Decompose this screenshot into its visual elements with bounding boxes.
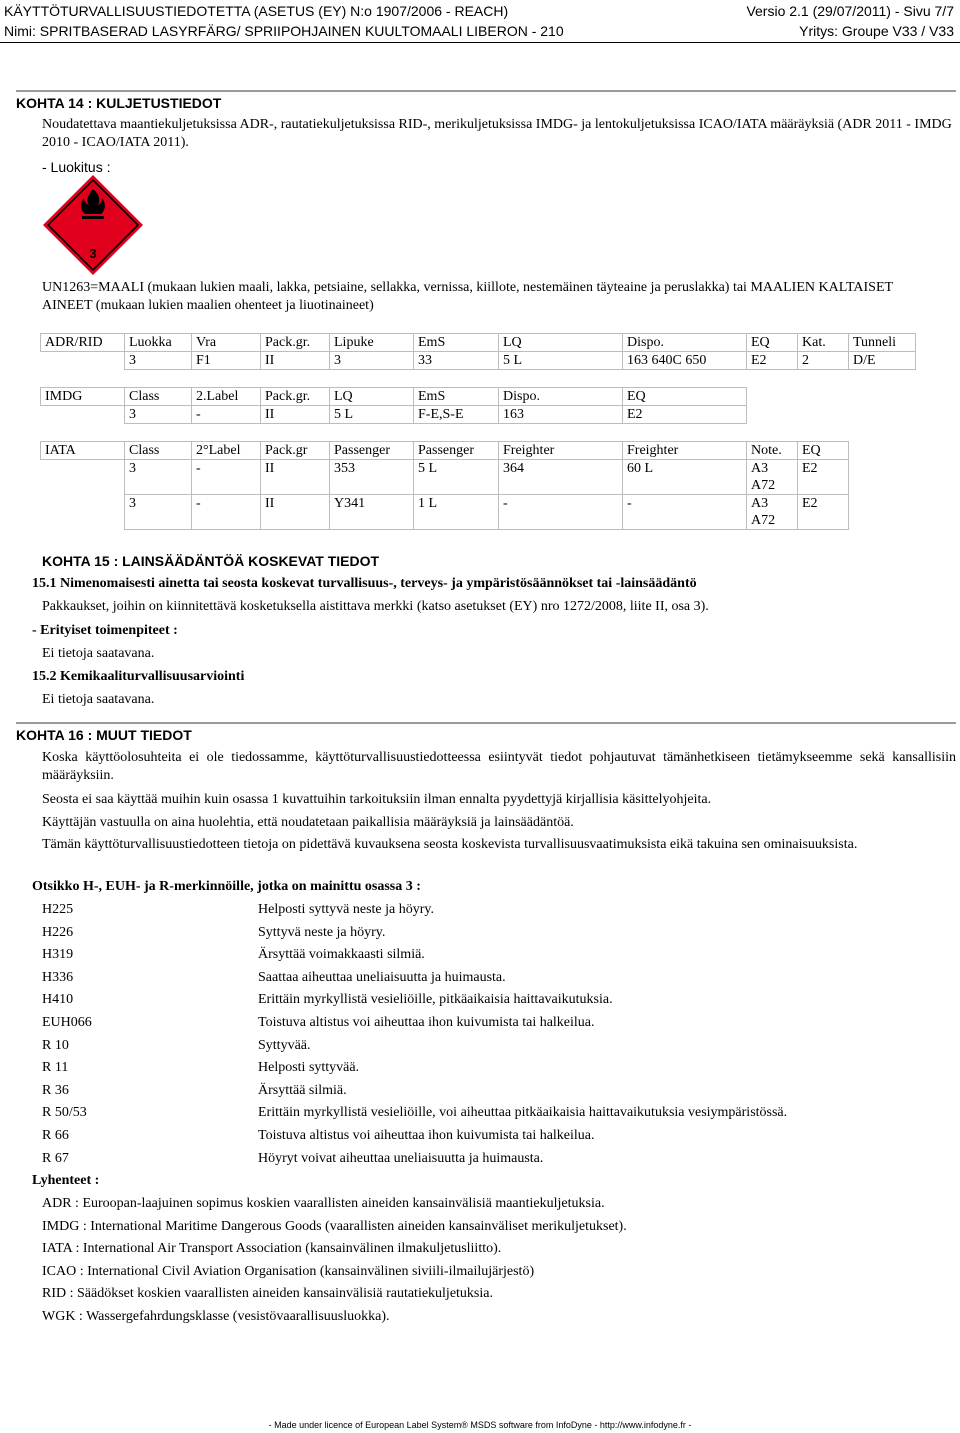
table-cell: 364 xyxy=(499,460,623,495)
table-cell: Lipuke xyxy=(330,334,414,352)
section-14-rule xyxy=(16,90,956,92)
phrase-code: R 50/53 xyxy=(42,1105,87,1121)
table-row xyxy=(41,460,849,478)
table-cell: 2.Label xyxy=(192,388,261,406)
table-cell: A3 xyxy=(747,495,798,513)
section-16-title: KOHTA 16 : MUUT TIEDOT xyxy=(16,727,192,743)
abbreviation-item: ADR : Euroopan-laajuinen sopimus koskien vaarallisten aineiden kansainvälisiä maantiekuljetuksia. xyxy=(42,1196,605,1211)
table-cell: A3 xyxy=(747,460,798,478)
abbreviation-item: ICAO : International Civil Aviation Organisation (kansainvälinen siviili-ilmailujärjestö) xyxy=(42,1263,535,1279)
table-cell: 3 xyxy=(330,352,414,370)
table-row xyxy=(41,334,916,352)
table-cell: II xyxy=(261,495,330,530)
abbreviation-item: IMDG : International Maritime Dangerous Goods (vaarallisten aineiden kansainväliset merikuljetukset). xyxy=(42,1218,627,1234)
table-cell: F-E,S-E xyxy=(414,406,499,424)
imdg-label: IMDG xyxy=(41,388,125,406)
table-cell: II xyxy=(261,352,330,370)
phrase-text: Höyryt voivat aiheuttaa uneliaisuutta ja huimausta. xyxy=(258,1150,544,1166)
phrase-text: Erittäin myrkyllistä vesieliöille, pitkäaikaisia haittavaikutuksia. xyxy=(258,992,613,1008)
abbreviation-item: RID : Säädökset koskien vaarallisten aineiden kansainvälisiä rautatiekuljetuksia. xyxy=(42,1286,493,1302)
table-cell: EmS xyxy=(414,334,499,352)
phrase-text: Helposti syttyvää. xyxy=(258,1060,360,1076)
header-product-name: Nimi: SPRITBASERAD LASYRFÄRG/ SPRIIPOHJAINEN KUULTOMAALI LIBERON - 210 xyxy=(4,23,564,39)
phrase-code: R 11 xyxy=(42,1060,69,1076)
section-15-1-text: Pakkaukset, joihin on kiinnitettävä kosketuksella aistittava merkki (katso asetukset (EY) nro 1272/2008, liite II, osa 3). xyxy=(42,599,709,614)
table-cell: - xyxy=(192,495,261,530)
table-cell: 5 L xyxy=(499,352,623,370)
classification-label: - Luokitus : xyxy=(42,159,111,175)
section-16-paragraph: Seosta ei saa käyttää muihin kuin osassa 1 kuvattuihin tarkoituksiin ilman ennalta pyydettyjä kirjallisia käsittelyohjeita. xyxy=(42,792,712,807)
header-divider xyxy=(0,42,960,43)
phrase-text: Saattaa aiheuttaa uneliaisuutta ja huimausta. xyxy=(258,969,506,985)
table-cell: Class xyxy=(125,442,192,460)
table-cell: Note. xyxy=(747,442,798,460)
table-cell: Dispo. xyxy=(499,388,623,406)
table-cell: Passenger xyxy=(330,442,414,460)
section-16-paragraph: Koska käyttöolosuhteita ei ole tiedossamme, käyttöturvallisuustiedotteessa esiintyvät tiedot pohjautuvat tämänhetkiseen tietämykseemme sekä kansallisiin määräyksiin. xyxy=(42,750,956,783)
table-cell: F1 xyxy=(192,352,261,370)
table-cell: 353 xyxy=(330,460,414,495)
table-cell: E2 xyxy=(798,460,849,495)
phrases-title: Otsikko H-, EUH- ja R-merkinnöille, jotka on mainittu osassa 3 : xyxy=(32,879,421,894)
table-cell: Vra xyxy=(192,334,261,352)
table-cell: A72 xyxy=(747,477,798,495)
table-cell xyxy=(41,460,125,495)
table-cell: Freighter xyxy=(623,442,747,460)
phrase-text: Toistuva altistus voi aiheuttaa ihon kuivumista tai halkeilua. xyxy=(258,1015,595,1030)
table-cell: 163 640C 650 xyxy=(623,352,747,370)
table-cell: Pack.gr xyxy=(261,442,330,460)
table-cell: 163 xyxy=(499,406,623,424)
table-cell: 3 xyxy=(125,460,192,495)
phrase-code: R 66 xyxy=(42,1128,69,1143)
table-row xyxy=(41,388,747,406)
table-cell: II xyxy=(261,406,330,424)
section-15-title: KOHTA 15 : LAINSÄÄDÄNTÖÄ KOSKEVAT TIEDOT xyxy=(42,553,380,569)
table-cell: II xyxy=(261,460,330,495)
table-cell: - xyxy=(192,460,261,495)
phrase-code: R 10 xyxy=(42,1037,69,1053)
table-cell: Freighter xyxy=(499,442,623,460)
phrase-code: H336 xyxy=(42,969,74,985)
phrase-code: R 36 xyxy=(42,1082,69,1098)
phrase-code: H319 xyxy=(42,947,74,963)
table-cell: - xyxy=(499,495,623,530)
phrase-text: Toistuva altistus voi aiheuttaa ihon kuivumista tai halkeilua. xyxy=(258,1128,595,1143)
table-cell: Pack.gr. xyxy=(261,334,330,352)
table-cell: Kat. xyxy=(798,334,849,352)
header-company: Yritys: Groupe V33 / V33 xyxy=(799,23,954,39)
phrase-text: Syttyvää. xyxy=(258,1037,311,1053)
phrase-text: Ärsyttää voimakkaasti silmiä. xyxy=(258,947,425,963)
section-14-intro: Noudatettava maantiekuljetuksissa ADR-, rautatiekuljetuksissa RID-, merikuljetuksissa IMDG- ja lentokuljetuksissa ICAO/IATA määräyksiä (ADR 2011 - IMDG 2010 - ICAO/IATA 2011). xyxy=(42,117,952,150)
table-cell: 1 L xyxy=(414,495,499,530)
table-cell: 60 L xyxy=(623,460,747,495)
table-cell: - xyxy=(192,406,261,424)
flammable-pictogram-icon xyxy=(42,174,144,276)
table-cell: LQ xyxy=(499,334,623,352)
table-cell: EQ xyxy=(747,334,798,352)
table-cell: A72 xyxy=(747,512,798,530)
table-cell xyxy=(41,406,125,424)
table-cell: Luokka xyxy=(125,334,192,352)
header-version-page: Versio 2.1 (29/07/2011) - Sivu 7/7 xyxy=(746,3,954,19)
table-cell: Y341 xyxy=(330,495,414,530)
table-cell: 3 xyxy=(125,495,192,530)
special-measures-text: Ei tietoja saatavana. xyxy=(42,646,155,661)
abbreviations-title: Lyhenteet : xyxy=(32,1173,100,1188)
phrase-code: H410 xyxy=(42,992,74,1008)
table-cell: Class xyxy=(125,388,192,406)
section-14-title: KOHTA 14 : KULJETUSTIEDOT xyxy=(16,95,222,111)
section-15-1-title: 15.1 Nimenomaisesti ainetta tai seosta koskevat turvallisuus-, terveys- ja ympäristösäännökset tai -lainsäädäntö xyxy=(32,576,697,591)
section-16-paragraph: Käyttäjän vastuulla on aina huolehtia, että noudatetaan paikallisia määräyksiä ja lainsäädäntöä. xyxy=(42,815,574,830)
table-cell: 3 xyxy=(125,406,192,424)
table-row xyxy=(41,495,849,513)
table-cell: 3 xyxy=(125,352,192,370)
table-cell xyxy=(41,352,125,370)
adr-label: ADR/RID xyxy=(41,334,125,352)
iata-label: IATA xyxy=(41,442,125,460)
section-16-paragraph: Tämän käyttöturvallisuustiedotteen tietoja on pidettävä kuvauksena seosta koskevista turvallisuusvaatimuksista eikä takuina sen ominaisuuksista. xyxy=(42,837,858,852)
table-cell: 33 xyxy=(414,352,499,370)
header-document-title: KÄYTTÖTURVALLISUUSTIEDOTETTA (ASETUS (EY) N:o 1907/2006 - REACH) xyxy=(4,3,509,19)
section-15-2-text: Ei tietoja saatavana. xyxy=(42,692,155,707)
table-cell: D/E xyxy=(849,352,916,370)
section-15-2-title: 15.2 Kemikaaliturvallisuusarviointi xyxy=(32,669,245,684)
table-cell: Tunneli xyxy=(849,334,916,352)
abbreviation-item: IATA : International Air Transport Association (kansainvälinen ilmakuljetusliitto). xyxy=(42,1241,502,1257)
table-cell: Pack.gr. xyxy=(261,388,330,406)
table-cell: 2°Label xyxy=(192,442,261,460)
phrase-text: Erittäin myrkyllistä vesieliöille, voi aiheuttaa pitkäaikaisia haittavaikutuksia vesiympäristössä. xyxy=(258,1105,788,1121)
table-row xyxy=(41,442,849,460)
table-row xyxy=(41,406,747,424)
adr-table xyxy=(40,333,916,370)
special-measures-title: - Erityiset toimenpiteet : xyxy=(32,623,178,638)
footer-text: - Made under licence of European Label System® MSDS software from InfoDyne - http://www.infodyne.fr - xyxy=(268,1420,692,1430)
phrase-text: Ärsyttää silmiä. xyxy=(258,1082,347,1098)
iata-table xyxy=(40,441,849,530)
table-cell: EmS xyxy=(414,388,499,406)
table-cell: EQ xyxy=(798,442,849,460)
section-16-rule xyxy=(16,722,956,724)
abbreviation-item: WGK : Wassergefahrdungsklasse (vesistövaarallisuusluokka). xyxy=(42,1309,390,1324)
table-cell: EQ xyxy=(623,388,747,406)
un-description: UN1263=MAALI (mukaan lukien maali, lakka, petsiaine, sellakka, vernissa, kiillote, nestemäinen täyteaine ja peruslakka) tai MAALIEN KALTAISET AINEET (mukaan lukien maalien ohenteet ja liuotinaineet) xyxy=(42,280,893,313)
imdg-table xyxy=(40,387,747,424)
table-cell: - xyxy=(623,495,747,530)
table-cell: 5 L xyxy=(414,460,499,495)
phrase-text: Syttyvä neste ja höyry. xyxy=(258,924,386,940)
pictogram-class-number: 3 xyxy=(89,246,97,261)
phrase-code: H226 xyxy=(42,924,74,940)
phrase-code: EUH066 xyxy=(42,1015,92,1030)
phrase-code: R 67 xyxy=(42,1150,69,1166)
table-cell: Dispo. xyxy=(623,334,747,352)
phrase-text: Helposti syttyvä neste ja höyry. xyxy=(258,902,435,917)
phrase-code: H225 xyxy=(42,902,74,917)
table-cell: Passenger xyxy=(414,442,499,460)
table-cell xyxy=(41,495,125,530)
table-cell: E2 xyxy=(798,495,849,530)
table-row xyxy=(41,352,916,370)
table-cell: 5 L xyxy=(330,406,414,424)
table-cell: LQ xyxy=(330,388,414,406)
table-cell: E2 xyxy=(623,406,747,424)
table-cell: 2 xyxy=(798,352,849,370)
table-cell: E2 xyxy=(747,352,798,370)
